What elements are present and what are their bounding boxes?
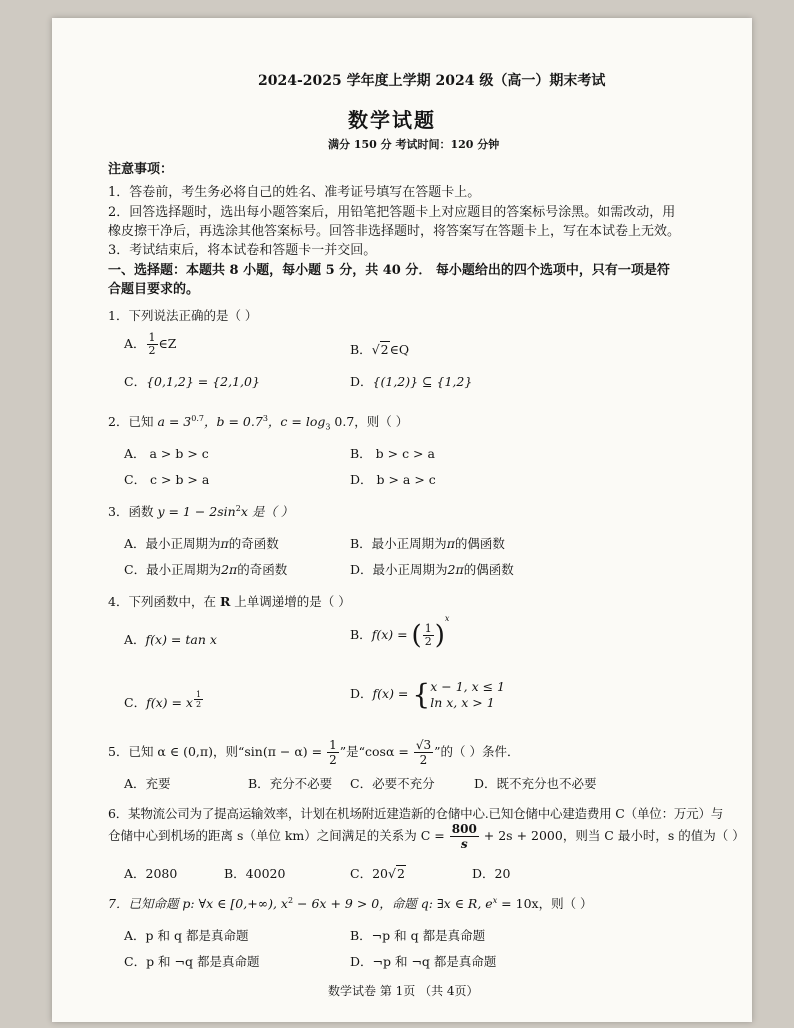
q4-option-b: B．f(x) = ( $\frac{1}{2}$ )$^x$ xyxy=(350,614,450,651)
q7-option-a: A．p 和 q 都是真命题 xyxy=(124,928,249,943)
q2-option-c: C． c > b > a xyxy=(124,472,210,487)
q1-stem: 1．下列说法正确的是（ ） xyxy=(108,308,258,323)
q1-option-d: D．{(1,2)} ⊆ {1,2} xyxy=(350,374,473,389)
q6-option-b: B．40020 xyxy=(224,866,286,881)
q4-option-d: D．f(x) = { x − 1, x ≤ 1 ln x, x > 1 xyxy=(350,678,506,711)
q4-stem: 4．下列函数中，在 R 上单调递增的是（ ） xyxy=(108,594,351,609)
q3-stem: 3．函数 $y = 1 - 2\sin^2x$ 是（ ） xyxy=(108,503,294,519)
section1-heading-b: 合题目要求的。 xyxy=(108,282,200,297)
q5-option-c: C．必要不充分 xyxy=(350,776,435,791)
q1-option-a: A． $\frac{1}{2}$ ∈Z xyxy=(124,331,177,357)
subject-title: 数学试题 xyxy=(348,108,436,132)
q3-option-c: C．最小正周期为2π的奇函数 xyxy=(124,562,288,577)
q4-option-c: C．f(x) = x $\frac{1}{2}$ xyxy=(124,690,202,710)
q5-option-b: B．充分不必要 xyxy=(248,776,333,791)
q7-option-c: C．p 和 ¬q 都是真命题 xyxy=(124,954,260,969)
q6-option-d: D．20 xyxy=(472,866,511,881)
q6-line-1: 6．某物流公司为了提高运输效率，计划在机场附近建造新的仓储中心.已知仓储中心建造费用 C（单位：万元）与 xyxy=(108,806,724,821)
page-footer: 数学试卷 第 1页 （共 4页） xyxy=(328,984,479,998)
q1-option-c: C．{0,1,2} = {2,1,0} xyxy=(124,374,260,389)
q3-option-d: D．最小正周期为2π的偶函数 xyxy=(350,562,514,577)
q3-option-b: B．最小正周期为π的偶函数 xyxy=(350,536,505,551)
q5-stem: 5．已知 α ∈ (0,π)，则“sin(π − α) = $\frac{1}{2}$ ”是“cosα = $\frac{√3}{2}$ ”的（ ）条件． xyxy=(108,738,520,767)
q2-stem: 2．已知 $a = 3^{0.7}$，$b = 0.7^3$，$c = \log_3 0.7$，则（ ） xyxy=(108,413,409,432)
q7-option-d: D．¬p 和 ¬q 都是真命题 xyxy=(350,954,497,969)
q6-option-c: C．20√2 xyxy=(350,866,405,881)
notice-line-2a: 2．回答选择题时，选出每小题答案后，用铅笔把答题卡上对应题目的答案标号涂黑。如需改动，用 xyxy=(108,205,676,220)
q3-option-a: A．最小正周期为π的奇函数 xyxy=(124,536,279,551)
q2-option-b: B． b > c > a xyxy=(350,446,435,461)
notice-line-2b: 橡皮擦干净后，再选涂其他答案标号。回答非选择题时，将答案写在答题卡上，写在本试卷上无效。 xyxy=(108,224,681,239)
notice-heading: 注意事项： xyxy=(108,162,174,177)
q1-option-b: B．√2∈Q xyxy=(350,342,410,357)
q5-option-a: A．充要 xyxy=(124,776,171,791)
q4-option-a: A．f(x) = tan x xyxy=(124,632,217,647)
q7-option-b: B．¬p 和 q 都是真命题 xyxy=(350,928,486,943)
exam-title: 2024-2025 学年度上学期 2024 级（高一）期末考试 xyxy=(258,73,606,89)
q7-stem: 7．已知命题 p: ∀x ∈ [0,+∞), $x^2 - 6x + 9 > 0$，命题 q: ∃x ∈ R, $e^x = 10x$，则（ ） xyxy=(108,895,593,911)
notice-line-3: 3．考试结束后，将本试卷和答题卡一并交回。 xyxy=(108,243,377,258)
q6-line-2: 仓储中心到机场的距离 s（单位 km）之间满足的关系为 C = $\frac{800}{s}$ + 2s + 2000，则当 C 最小时，s 的值为（ ） xyxy=(108,822,745,851)
q5-option-d: D．既不充分也不必要 xyxy=(474,776,597,791)
q2-option-a: A． a > b > c xyxy=(124,446,209,461)
q6-option-a: A．2080 xyxy=(124,866,178,881)
score-time: 满分 150 分 考试时间：120 分钟 xyxy=(328,138,500,151)
notice-line-1: 1．答卷前，考生务必将自己的姓名、准考证号填写在答题卡上。 xyxy=(108,185,481,200)
q2-option-d: D． b > a > c xyxy=(350,472,436,487)
exam-paper xyxy=(52,18,752,1022)
section1-heading-a: 一、选择题：本题共 8 小题，每小题 5 分，共 40 分． 每小题给出的四个选项中，只有一项是符 xyxy=(108,263,670,278)
